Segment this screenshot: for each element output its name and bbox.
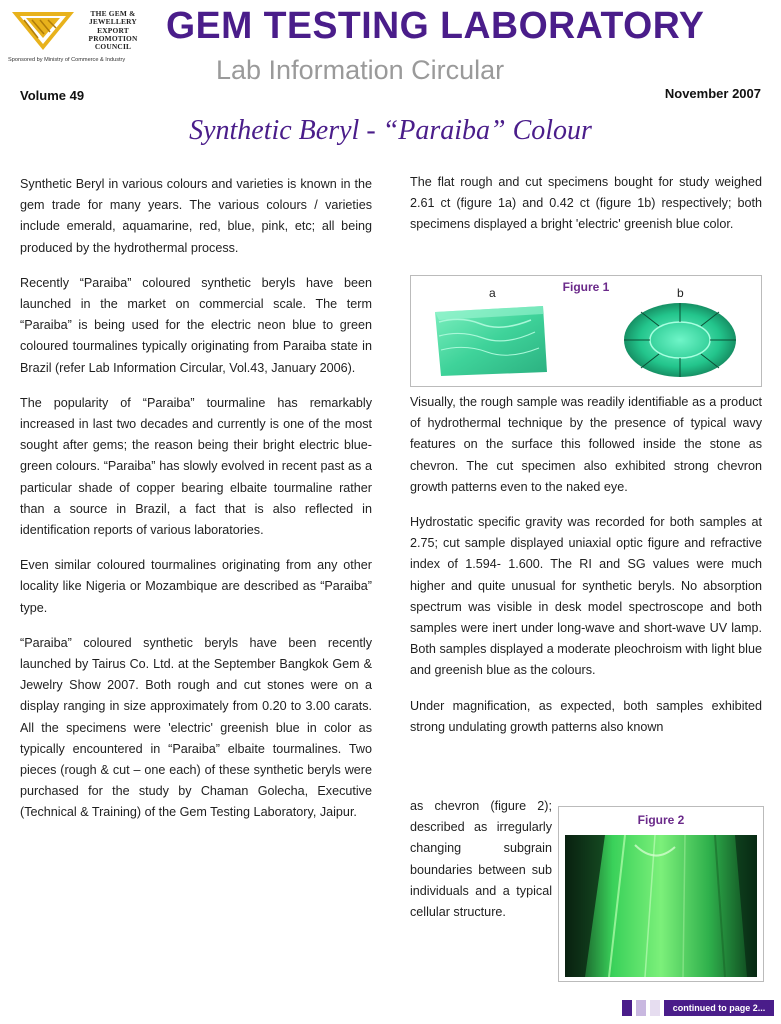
footer-square — [636, 1000, 646, 1016]
sponsor-line: Sponsored by Ministry of Commerce & Industry — [8, 57, 126, 63]
right-column-intro — [410, 172, 762, 250]
paragraph: Recently “Paraiba” coloured synthetic beryls have been launched in the market on commercial scale. The term “Paraiba” is being used for the electric neon blue to green coloured tourmalines typically originating from Paraiba state in Brazil (refer Lab Information Circular, Vol.43, January 2006). — [20, 275, 372, 375]
article-title: Synthetic Beryl - “Paraiba” Colour — [189, 115, 592, 146]
continued-label[interactable]: continued to page 2... — [664, 1000, 774, 1016]
figure-2 — [558, 806, 764, 982]
volume-number: Volume 49 — [20, 88, 85, 103]
paragraph: Hydrostatic specific gravity was recorded for both samples at 2.75; cut sample displayed uniaxial optic figure and refractive index of 1.594- 1.600. The RI and SG values were much higher and quite unusual for synthetic beryls. No absorption spectrum was visible in desk model spectroscope and both samples were inert under long-wave and short-wave UV lamp. Both samples displayed a moderate pleochroism with light blue and greenish blue as the colours. — [410, 515, 762, 678]
paragraph: Synthetic Beryl in various colours and varieties is known in the gem trade for many years. The various colours / varieties include emerald, aquamarine, red, blue, pink, etc; all being produced by the hydrothermal process. — [20, 177, 372, 255]
council-logo — [8, 6, 158, 68]
org-line: EXPORT — [97, 25, 129, 35]
circular-subtitle: Lab Information Circular — [216, 55, 505, 85]
org-line: THE GEM & — [90, 9, 136, 18]
paragraph: Visually, the rough sample was readily identifiable as a product of hydrothermal technique by the presence of typical wavy features on the surface this followed inside the stone as chevron. The cut specimen also exhibited strong chevron growth patterns even to the naked eye. — [410, 395, 762, 494]
continued-link[interactable] — [622, 1000, 774, 1016]
paragraph: The flat rough and cut specimens bought for study weighed 2.61 ct (figure 1a) and 0.42 ct (figure 1b) respectively; both specimens displayed a bright 'electric' greenish blue color. — [410, 175, 762, 232]
wrap-paragraph: as chevron (figure 2); described as irregularly changing subgrain boundaries between sub individuals and a typical cellular structure. — [410, 799, 552, 920]
figure-1b-label: b — [677, 286, 684, 300]
paragraph: Even similar coloured tourmalines originating from any other locality like Nigeria or Mozambique are described as “Paraiba” type. — [20, 558, 372, 615]
figure-1a-label: a — [489, 286, 496, 300]
cut-oval-gem-photo — [621, 300, 739, 380]
paragraph: “Paraiba” coloured synthetic beryls have been recently launched by Tairus Co. Ltd. at the September Bangkok Gem & Jewelry Show 2007. Both rough and cut stones were on a display ranging in size approximately from 0.20 to 3.00 carats. All the specimens were 'electric' greenish blue in color as typically encountered in “Paraiba” elbaite tourmalines. Two pieces (rough & cut – one each) of these synthetic beryls were purchased for the study by Chaman Golecha, Executive (Technical & Training) of the Gem Testing Laboratory, Jaipur. — [20, 635, 372, 820]
rough-crystal-photo — [431, 302, 549, 378]
footer-square — [650, 1000, 660, 1016]
masthead-title: GEM TESTING LABORATORY — [166, 5, 705, 47]
org-line: JEWELLERY — [89, 17, 137, 27]
footer-square — [622, 1000, 632, 1016]
org-line: PROMOTION — [88, 33, 138, 43]
figure-1-caption: Figure 1 — [562, 280, 610, 294]
paragraph: The popularity of “Paraiba” tourmaline has remarkably increased in last two decades and currently is one of the most sought after gems; the reason being their bright electric blue- green colours. “Paraiba” has slowly evolved in recent past as a particular shade of copper bearing elbaite tourmaline rather than a source in Brazil, a fact that is also reflected in identification reports of various laboratories. — [20, 395, 372, 538]
figure-1 — [410, 275, 762, 387]
org-line: COUNCIL — [94, 42, 132, 52]
left-column — [20, 174, 372, 838]
chevron-growth-photo — [565, 835, 757, 977]
right-column-main — [410, 392, 762, 738]
issue-date: November 2007 — [664, 86, 761, 101]
figure-2-caption: Figure 2 — [637, 813, 685, 827]
paragraph: Under magnification, as expected, both samples exhibited strong undulating growth patterns also known — [410, 698, 762, 734]
council-name — [66, 10, 160, 51]
